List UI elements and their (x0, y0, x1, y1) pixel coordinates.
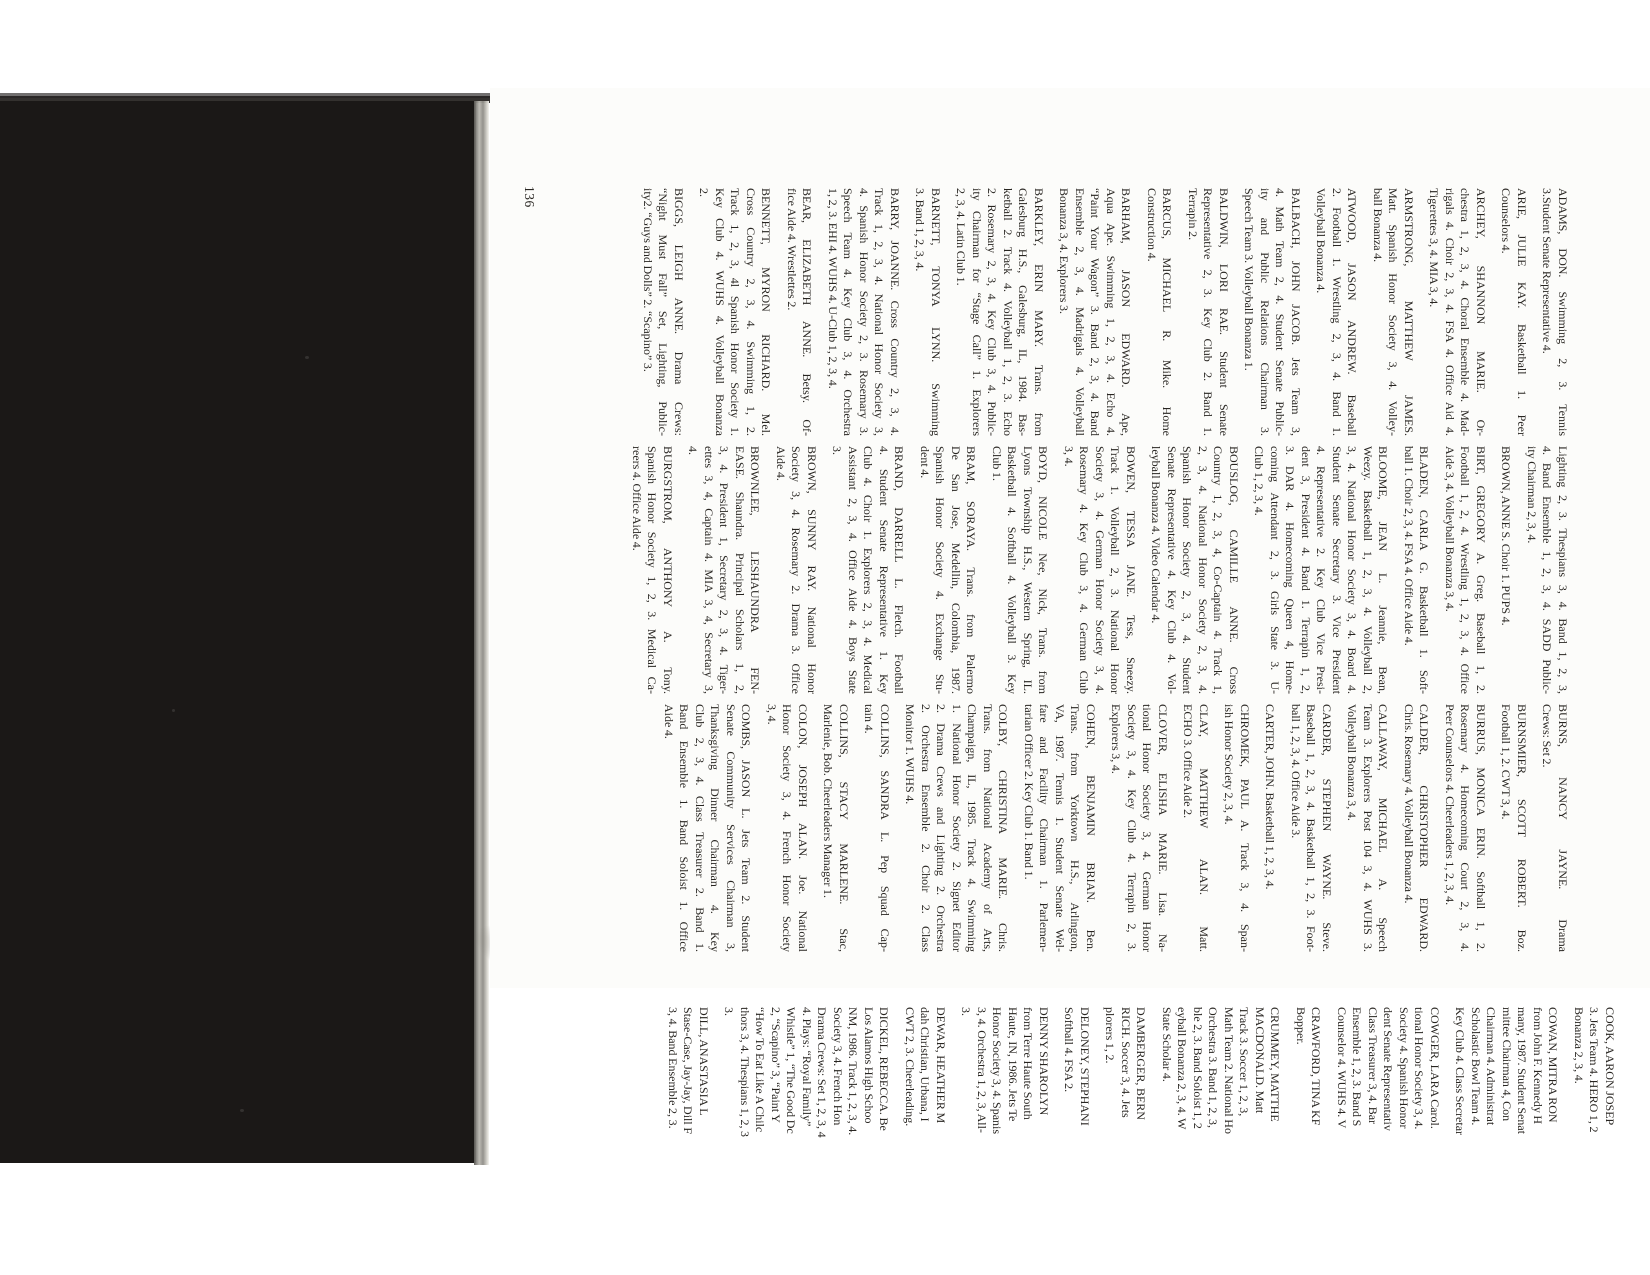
index-entry (1539, 704, 1570, 952)
entry-line: Team 3. Explorers Post 104 3, 4. WUHS 3. (1361, 704, 1375, 952)
entry-line: Spanish Honor Society 2, 3, 4. Student (1180, 446, 1195, 694)
entry-line: ball 1, 2, 3, 4. Office Aide 3. (1289, 704, 1303, 839)
entry-line: Aide 4. (662, 704, 676, 739)
entry-line-truncated: Bonanza 2, 3, 4. (1572, 1007, 1586, 1084)
entry-line: fice Aide 4. Wrestlettes 2. (785, 188, 799, 311)
entry-line: 1, 2, 3. EHI 4. WUHS 4. U-Club 1, 2, 3, 4. (826, 188, 840, 389)
index-entry (685, 446, 763, 694)
entry-line: Weezy. Basketball 1, 2, 3, 4. Volleyball 2, (1361, 446, 1375, 694)
entry-line-truncated: from Terre Haute South (1021, 1007, 1036, 1120)
entry-line: ketball 2. Track 4. Volleyball 1, 2, 3. Echo (1001, 188, 1015, 436)
entry-line-truncated: 3, 4. Band Ensemble 2, 3. (666, 1007, 680, 1129)
entry-line: BROWN, ANNE S. Choir 1. PUPS 4. (1499, 446, 1514, 626)
page-136-surface (490, 88, 1650, 988)
entry-line-truncated: Honor Society 3, 4. Spanis (990, 1007, 1005, 1135)
entry-line: “Night Must Fall” Set, Lighting, Public- (656, 188, 671, 436)
entry-line: ARCHEY, SHANNON MARIE. Or- (1474, 188, 1488, 436)
entry-line: coming Attendant 2, 3. Girls State 3. U- (1268, 446, 1282, 694)
entry-line: BARHAM, JASON EDWARD. Ape, (1119, 188, 1134, 436)
entry-line: CALLAWAY, MICHAEL A. Speech (1376, 704, 1391, 952)
entry-line-truncated: thors 3, 4. Thespians 1, 2, 3 (738, 1007, 752, 1138)
page-137-sliver (490, 992, 1650, 1172)
entry-line: BIGGS, LEIGH ANNE. Drama Crews: (672, 188, 686, 436)
entry-line-truncated: CWT 2, 3. Cheerleading. (903, 1007, 917, 1127)
index-entry (1401, 446, 1432, 694)
entry-line: leyball Bonanza 4. Video Calendar 4. (1149, 446, 1164, 624)
entry-line-truncated: Counselor 4. WUHS 4. V (1335, 1007, 1349, 1129)
entry-line: VA, 1987. Tennis 1. Student Senate Wel- (1053, 704, 1067, 952)
entry-line-truncated: DAMBERGER, BERN (1134, 1007, 1149, 1120)
entry-line-truncated: many, 1987. Student Senat (1515, 1007, 1530, 1135)
index-entry (1262, 704, 1278, 952)
entry-line: Senate Community Services Chairman 3, (724, 704, 738, 952)
index-entry (917, 446, 979, 694)
entry-line: 3. Band 1, 2, 3, 4. (913, 188, 928, 272)
entry-line-truncated: 3. (722, 1007, 737, 1016)
entry-line: 4. Representative 2. Key Club Vice Presi- (1314, 446, 1329, 694)
index-entry (1148, 446, 1241, 694)
entry-line: BARKLEY, ERIN MARY. Trans. from (1032, 188, 1046, 436)
index-entry (1426, 188, 1488, 436)
entry-line: COHEN, BENJAMIN BRIAN. Ben. (1084, 704, 1098, 952)
entry-line: Lighting 2, 3. Thespians 3, 4. Band 1, 2, 3, (1556, 446, 1570, 694)
index-entry (912, 188, 943, 436)
entry-line-truncated: DICKEL, REBECCA. Be (877, 1007, 892, 1131)
entry-line-truncated: 3. Jets Team 4. HERO 1, 2 (1587, 1007, 1602, 1133)
entry-line: 2. Drama Crews and Lighting 2. Orchestra (934, 704, 949, 952)
entry-line-truncated: from John F. Kennedy H (1531, 1007, 1545, 1125)
entry-line: 3. DAR 4. Homecoming Queen 4, Home- (1283, 446, 1298, 694)
dust-speck (172, 709, 175, 712)
entry-line-truncated: DILL, ANASTASIA L (697, 1007, 711, 1116)
entry-line: 4. (686, 446, 701, 455)
index-entry (1524, 446, 1571, 694)
dust-speck (305, 356, 309, 359)
entry-line: Spanish Honor Society 4. Exchange Stu- (933, 446, 948, 694)
entry-line-truncated: tional Honor Society 3, 4. (1412, 1007, 1427, 1130)
entry-line: BURNSMIER, SCOTT ROBERT. Boz. (1515, 704, 1529, 952)
entry-line: ARIE, JULIE KAY. Basketball 1. Peer (1515, 188, 1529, 436)
page-number: 136 (522, 186, 537, 208)
index-entry (640, 188, 687, 436)
entry-line: Country 1, 2, 3, 4, Co-Captain 4. Track 1, (1211, 446, 1226, 694)
entry-line-truncated: Society 4. Spanish Honor (1397, 1007, 1411, 1129)
entry-line: BURGSTROM, ANTHONY A. Tony. (661, 446, 675, 694)
index-entry (1442, 704, 1489, 952)
entry-line: BRAM, SORAYA. Trans. from Palermo (964, 446, 979, 694)
entry-line: BEAR, ELIZABETH ANNE. Betsy. Of- (800, 188, 815, 436)
index-column-3 (619, 704, 1571, 952)
entry-line: Student Senate Secretary 3. Vice President (1330, 446, 1344, 694)
entry-line: ish Honor Society 2, 3, 4. (1222, 704, 1237, 825)
index-entry (764, 704, 811, 952)
index-entry (1241, 188, 1303, 436)
entry-line: Monitor 1. WUHS 4. (903, 704, 918, 805)
index-entry (825, 188, 903, 436)
entry-line: Aide 4. (774, 446, 788, 481)
index-entry (1251, 446, 1391, 694)
entry-line: dent 3, President 4. Band 1. Terrapin 1, 2, (1299, 446, 1313, 694)
entry-line: Track 1, 2, 3, 4. National Honor Society 3, (872, 188, 887, 436)
entry-line: ity Chairman for “Stage Call” 1. Explorers (970, 188, 984, 436)
index-column-2 (619, 446, 1571, 694)
entry-line-truncated: DENNY SHAROLYN (1037, 1007, 1051, 1116)
entry-line: Club 1, 2, 3, 4. (1252, 446, 1267, 516)
entry-line: BLADEN, CARLA G. Basketball 1. Soft- (1417, 446, 1432, 694)
entry-line: Thanksgiving Dinner Chairman 4. Key (708, 704, 723, 952)
entry-line: Construction 4. (1145, 188, 1159, 262)
entry-line: Honor Society 3, 4. French Honor Society (780, 704, 795, 952)
entry-line: 3.Student Senate Representative 4. (1540, 188, 1555, 354)
entry-line: COLLINS, SANDRA L. Pep Squad Cap- (878, 704, 892, 952)
entry-line: Senate Representative 4. Key Club 4. Vol- (1165, 446, 1179, 694)
entry-line: BALDWIN, LORI RAE. Student Senate (1217, 188, 1231, 436)
entry-line: Society 3, 4. German Honor Society 3, 4. (1093, 446, 1107, 694)
index-entry (1313, 188, 1360, 436)
entry-line-truncated: Math Team 2. National Ho (1222, 1007, 1236, 1134)
entry-line-truncated: Stase-Case, Jay-Jay, Dill F (681, 1007, 696, 1135)
entry-line: Key Club 4. WUHS 4. Volleyball Bonanza (713, 188, 727, 436)
entry-line-truncated: dah Christian, Urbana, I (918, 1007, 933, 1122)
entry-line: BIRT, GREGORY A. Greg. Baseball 1, 2. (1474, 446, 1488, 694)
index-entry (820, 704, 851, 952)
entry-line: Marlenie, Bob. Cheerleaders Manager 1. (821, 704, 836, 898)
entry-line: 2, 3, 4. Latin Club 1. (954, 188, 969, 286)
entry-line: Tigerettes 3, 4. MIA 3, 4. (1427, 188, 1442, 308)
page-edge-strip (474, 101, 489, 1165)
entry-line: 2. Rosemary 2, 3, 4. Key Club 3, 4. Public- (985, 188, 1000, 436)
entry-line-truncated: Society 3, 4. French Hon (831, 1007, 845, 1126)
entry-line: ADAMS, DON. Swimming 2, 3. Tennis (1556, 188, 1570, 436)
entry-line: BENNETT, MYRON RICHARD. Mel. (759, 188, 774, 436)
black-cover-backdrop (0, 101, 476, 1163)
entry-line: EASE. Shaundra. Principal Scholars 1, 2, (733, 446, 747, 694)
entry-line-truncated: plorers 1, 2. (1103, 1007, 1118, 1064)
page-137-surface (490, 992, 1650, 1172)
index-entry (1185, 188, 1232, 436)
index-entry (1056, 188, 1134, 436)
entry-line: Rosemary 4. Homecoming Court 2, 3, 4. (1458, 704, 1473, 952)
entry-line-truncated: Drama Crews: Set 1, 2, 3, 4 (815, 1007, 830, 1138)
entry-line: Chris. Rosemary 4. Volleyball Bonanza 4. (1402, 704, 1416, 904)
index-entry (989, 446, 1051, 694)
entry-line: 4. Math Team 2, 4. Student Senate Public- (1273, 188, 1288, 436)
index-entry (1539, 188, 1570, 436)
entry-line: Spanish Honor Society 1, 2, 3. Medical Ca- (645, 446, 660, 694)
entry-line: CLOVER, ELISHA MARIE. Lisa. Na- (1156, 704, 1170, 952)
index-entry (1061, 446, 1139, 694)
entry-line: Counselors 4. (1499, 188, 1514, 254)
entry-line: Aide 3, 4. Volleyball Bonanza 3, 4. (1443, 446, 1457, 612)
dust-speck (240, 1109, 244, 1112)
entry-line: 2. (697, 188, 712, 197)
entry-line-truncated: NM, 1986. Track 1, 2, 3, 4. (846, 1007, 861, 1136)
entry-line: BLOOME, JEAN L. Jeannie, Bean, (1376, 446, 1391, 694)
entry-line-truncated: DELONEY, STEPHANI (1078, 1007, 1092, 1126)
entry-line: ity2. “Guys and Dolls” 2. “Scapino” 3. (641, 188, 655, 372)
entry-line: BARNETT, TONYA LYNN. Swimming (929, 188, 943, 436)
entry-line: tain 4. (862, 704, 877, 734)
entry-line-truncated: Key Club 4. Class Secretar (1453, 1007, 1468, 1136)
index-entry (784, 188, 815, 436)
index-column-1 (619, 188, 1571, 436)
entry-line: Baseball 1, 2, 3, 4. Basketball 1, 2, 3. Foot- (1304, 704, 1319, 952)
entry-line: Trans. from Yorktown H.S., Arlington, (1068, 704, 1083, 952)
entry-line: 3, 4. President 1, Secretary 2, 3, 4. Tiger- (717, 446, 732, 694)
entry-line: Track 1. Volleyball 2, 3. National Honor (1108, 446, 1123, 694)
entry-line: 3, 4. National Honor Society 3, 4. Board 4. (1345, 446, 1360, 694)
index-entry-truncated (1334, 1007, 1443, 1172)
entry-line-truncated: eyball Bonanza 2, 3, 4. W (1175, 1007, 1190, 1130)
index-entry-truncated (665, 1007, 712, 1172)
entry-line: Terrapin 2. (1186, 188, 1200, 241)
entry-line: reers 4. Office Aide 4. (630, 446, 644, 551)
entry-line: BRAND, DARRELL L. Fletch. Football (892, 446, 907, 694)
index-entry (1401, 704, 1432, 952)
entry-line: Ensemble 2, 3, 4. Madrigals 4. Volleyball (1073, 188, 1087, 436)
index-entry (1180, 704, 1211, 952)
entry-line-truncated: 2, “Scapino” 3, “Paint Y (769, 1007, 783, 1123)
entry-line-truncated: State Scholar 4. (1160, 1007, 1174, 1082)
entry-line: Cross Country 2, 3, 4. Swimming 1, 2. (744, 188, 758, 436)
index-entry (661, 704, 754, 952)
entry-line: COMBS, JASON L. Jets Team 2. Student (739, 704, 754, 952)
index-entry (861, 704, 892, 952)
entry-line-truncated: COWAN, MITRA RON (1546, 1007, 1561, 1123)
entry-line: Football 1, 2, 4. Wrestling 1, 2, 3, 4. Office (1458, 446, 1473, 694)
index-entry-truncated (1452, 1007, 1561, 1172)
index-entry (1498, 446, 1514, 694)
entry-line-truncated: Orchestra 3. Band 1, 2, 3, (1206, 1007, 1221, 1128)
entry-line: Assistant 2, 3, 4. Office Aide 4. Boys State (846, 446, 860, 694)
entry-line: BARCUS, MICHAEL R. Mike. Home (1160, 188, 1175, 436)
entry-line: Basketball 4. Softball 4. Volleyball 3. Key (1005, 446, 1020, 694)
entry-line: 3, 4. (765, 704, 779, 725)
entry-line: CLAY, MATTHEW ALAN. Matt. (1197, 704, 1211, 952)
entry-line: CARDER, STEPHEN WAYNE. Steve. (1320, 704, 1334, 952)
index-entry-truncated (902, 1007, 949, 1172)
facing-page-column (665, 1007, 1618, 1172)
entry-line: 2. Orchestra Ensemble 2. Choir 2. Class (919, 704, 933, 952)
entry-line: Champaign, IL, 1985. Track 4. Swimming (965, 704, 980, 952)
entry-line-truncated: Whistle” 1, “The Good Dc (784, 1007, 799, 1134)
entry-line: 2, 3, 4. National Honor Society 2, 3, 4. (1196, 446, 1210, 694)
entry-line: ettes 3, 4, Captain 4. MIA 3, 4, Secretary 3, (702, 446, 716, 694)
index-entry (1144, 188, 1175, 436)
entry-line: 1. National Honor Society 2. Signet Editor (950, 704, 964, 952)
entry-line: ATWOOD, JASON ANDREW. Baseball (1345, 188, 1360, 436)
entry-line-truncated: COOK, AARON JOSEP (1603, 1007, 1617, 1126)
entry-line: Society 3, 4. Rosemary 2. Drama 3. Office (789, 446, 804, 694)
entry-line-truncated: Scholastic Bowl Team 4. (1469, 1007, 1483, 1126)
entry-line: Speech Team 4. Key Club 3, 4. Orchestra (841, 188, 856, 436)
index-entry-truncated (1061, 1007, 1092, 1172)
index-entry (953, 188, 1046, 436)
index-columns (619, 188, 1571, 952)
page-136 (490, 88, 1650, 988)
entry-line-truncated: 4. Plays: “Royal Family” (800, 1007, 814, 1127)
entry-line-truncated: Class Treasurer 3, 4. Bar (1366, 1007, 1380, 1125)
entry-line-truncated: Bopper. (1294, 1007, 1308, 1045)
index-entry (1498, 188, 1529, 436)
entry-line-truncated: Ensemble 1, 2, 3. Band S (1350, 1007, 1365, 1127)
entry-line: ity Chairman 2, 3, 4. (1525, 446, 1539, 544)
entry-line: Band Ensemble 1. Band Soloist 1. Office (677, 704, 692, 952)
entry-line: BURNS, NANCY JAYNE. Drama (1556, 704, 1570, 952)
entry-line: De San Jose, Medellin, Colombia, 1987. (949, 446, 963, 694)
entry-line: Trans. from National Academy of Arts, (981, 704, 995, 952)
index-entry-truncated (1102, 1007, 1149, 1172)
entry-line-truncated: Track 3. Soccer 1, 2, 3, (1237, 1007, 1252, 1117)
entry-line: Galesburg H.S., Galesburg, IL, 1984. Bas- (1016, 188, 1031, 436)
entry-line: BOUSLOG, CAMILLE ANNE. Cross (1227, 446, 1241, 694)
entry-line: dent 4. (918, 446, 932, 479)
index-entry (1221, 704, 1252, 952)
entry-line: Bonanza 3, 4. Explorers 3. (1057, 188, 1072, 315)
entry-line: Rosemary 4. Key Club 3, 4. German Club (1077, 446, 1092, 694)
entry-line: CHROMEK, PAUL A. Track 3, 4. Span- (1238, 704, 1252, 952)
entry-line: 3, 4. (1062, 446, 1076, 467)
entry-line: COLBY, CHRISTINA MARIE. Chris. (996, 704, 1011, 952)
entry-line: Lyons Township H.S., Western Spring, IL. (1021, 446, 1035, 694)
index-entry-truncated (1571, 1007, 1618, 1172)
entry-line-truncated: DEWAR, HEATHER M (934, 1007, 948, 1124)
entry-line: 4. Spanish Honor Society 2, 3. Rosemary 3. (857, 188, 871, 436)
entry-line-truncated: COWGER, LARA Carol. (1428, 1007, 1442, 1129)
index-entry (829, 446, 907, 694)
entry-line-truncated: MACDONALD. Matt (1253, 1007, 1267, 1114)
entry-line-truncated: Chairman 4. Administrat (1484, 1007, 1499, 1126)
entry-line-truncated: CRUMMEY, MATTHE (1268, 1007, 1283, 1122)
index-entry (773, 446, 820, 694)
entry-line: BARRY, JOANNE. Cross Country 2, 3, 4. (888, 188, 902, 436)
entry-line: ball Bonanza 4. (1371, 188, 1385, 263)
entry-line: ECHO 3. Office Aide 2. (1181, 704, 1196, 819)
entry-line: BOWEN, TESSA JANE. Tess, Sneezy. (1124, 446, 1138, 694)
entry-line: COLON, JOSEPH ALAN. Joe. National (796, 704, 810, 952)
entry-line-truncated: ble 2, 3. Band Soloist 1, 2 (1191, 1007, 1205, 1129)
index-entry-truncated (721, 1007, 892, 1172)
entry-line: Explorers 3, 4. (1109, 704, 1124, 774)
entry-line: tional Honor Society 3, 4. German Honor (1140, 704, 1155, 952)
entry-line: 4. Student Senate Representative 1. Key (877, 446, 891, 694)
entry-line: rigals 4. Choir 2, 3, 4. FSA 4. Office Aid 4. (1443, 188, 1457, 436)
entry-line: Peer Counselors 4. Cheerleaders 1, 2, 3, 4. (1443, 704, 1457, 906)
entry-line: ARMSTRONG, MATTHEW JAMES. (1402, 188, 1416, 436)
entry-line: Club 1. (990, 446, 1004, 481)
index-entry-truncated (958, 1007, 1051, 1172)
entry-line: Society 3, 4. Key Club 4. Terrapin 2, 3. (1125, 704, 1139, 952)
entry-line: Volleyball Bonanza 4. (1314, 188, 1329, 294)
entry-line: Volleyball Bonanza 3, 4. (1345, 704, 1360, 821)
entry-line: Club 2, 3, 4. Class Treasurer 2. Band 1. (693, 704, 707, 952)
entry-line: Speech Team 3. Volleyball Bonanza 1. (1242, 188, 1257, 371)
index-entry-truncated (1293, 1007, 1324, 1172)
entry-line: BROWNLEE, LESHAUNDRA FEN- (748, 446, 763, 694)
entry-line: CALDER, CHRISTOPHER EDWARD. (1417, 704, 1432, 952)
entry-line: BROWN, SUNNY RAY. National Honor (805, 446, 819, 694)
index-entry (629, 446, 676, 694)
entry-line: “Paint Your Wagon” 3. Band 2, 3, 4. Band (1088, 188, 1103, 436)
entry-line: chestra 1, 2, 3, 4. Choral Ensemble 4. Mad- (1458, 188, 1473, 436)
entry-line-truncated: 3. (959, 1007, 974, 1016)
entry-line: COLLINS, STACY MARLENE. Stac, (837, 704, 851, 952)
index-entry-truncated (1159, 1007, 1283, 1172)
entry-line: 3. (830, 446, 845, 455)
entry-line: Aqua Ape. Swimming 1, 2, 3, 4. Echo 4. (1104, 188, 1118, 436)
index-entry (696, 188, 774, 436)
entry-line: 2. Football 1. Wrestling 2, 3, 4. Band 1. (1330, 188, 1344, 436)
index-entry (1498, 704, 1529, 952)
entry-line-truncated: CRAWFORD, TINA KF (1309, 1007, 1324, 1126)
entry-line-truncated: Haute, IN, 1986. Jets Te (1006, 1007, 1020, 1122)
entry-line: tarian Officer 2. Key Club 1. Band 1. (1022, 704, 1036, 880)
entry-line-truncated: dent Senate Representativ (1381, 1007, 1396, 1131)
entry-line: ity and Public Relations Chairman 3. (1258, 188, 1272, 436)
entry-line: Track 1, 2, 3, 4l Spanish Honor Society 1. (728, 188, 743, 436)
entry-line-truncated: mittee Chairman 4, Con (1500, 1007, 1514, 1122)
index-entry (1442, 446, 1489, 694)
entry-line: BURRUS, MONICA ERIN. Softball 1, 2. (1474, 704, 1488, 952)
entry-line: fare and Facility Chairman 1. Parlemen- (1037, 704, 1052, 952)
index-entry (1370, 188, 1417, 436)
entry-line: Matt. Spanish Honor Society 3, 4. Volley- (1386, 188, 1401, 436)
entry-line-truncated: 3, 4. Orchestra 1, 2, 3, All- (975, 1007, 989, 1133)
index-entry (1021, 704, 1099, 952)
entry-line: BOYD, NICOLE Nee, Nick, Trans. from (1036, 446, 1051, 694)
entry-line: BALBACH, JOHN JACOB. Jets Team 3, (1289, 188, 1303, 436)
entry-line: 4. Band Ensemble 1, 2, 3, 4. SADD Public- (1540, 446, 1555, 694)
entry-line: Football 1, 2. CWT 3, 4. (1499, 704, 1514, 820)
entry-line: Representative 2, 3. Key Club 2. Band 1. (1201, 188, 1216, 436)
entry-line-truncated: RICH. Soccer 3, 4. Jets (1119, 1007, 1133, 1118)
index-entry (902, 704, 1011, 952)
entry-line: ball 1. Choir 2, 3, 4. FSA 4. Office Aide 4. (1402, 446, 1416, 646)
entry-line-truncated: Softball 4. FSA 2. (1062, 1007, 1077, 1093)
entry-line: Crews: Set 2. (1540, 704, 1555, 768)
index-entry (1108, 704, 1170, 952)
entry-line-truncated: “How To Eat Like A Chilc (753, 1007, 768, 1133)
entry-line-truncated: Los Alamos High Schoo (862, 1007, 876, 1124)
index-entry (1344, 704, 1391, 952)
entry-line: Club 4. Choir 1. Explorers 2, 3, 4. Medical (861, 446, 876, 694)
entry-line: CARTER, JOHN. Basketball 1, 2, 3, 4. (1263, 704, 1278, 890)
index-entry (1288, 704, 1335, 952)
